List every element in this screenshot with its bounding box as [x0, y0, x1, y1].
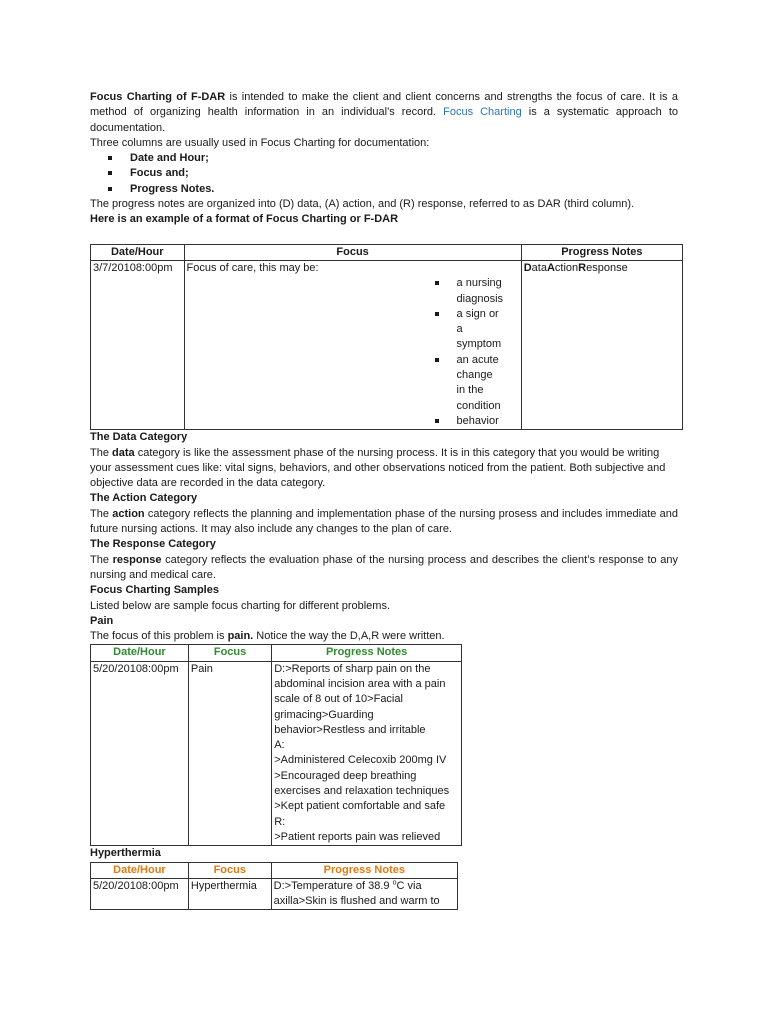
action-category-pre: The	[90, 507, 113, 520]
focus-list	[433, 276, 503, 429]
example-table	[90, 244, 683, 431]
table-row	[91, 878, 458, 910]
table-cell-focus: Hyperthermia	[188, 878, 271, 910]
hyperthermia-title: Hyperthermia	[90, 847, 161, 860]
table-header: Progress Notes	[272, 645, 462, 661]
notes-letter-d: D	[523, 261, 532, 274]
table-header: Date/Hour	[91, 244, 185, 260]
table-header-row	[91, 244, 683, 260]
samples-paragraph: Listed below are sample focus charting for different problems.	[90, 599, 391, 612]
focus-intro: Focus of care, this may be:	[186, 261, 319, 274]
table-cell-date: 5/20/20108:00pm	[91, 661, 189, 846]
response-category-text: category reflects the evaluation phase of the nursing process and describes the client’s response to any nursing and medical care.	[90, 553, 678, 581]
intro-paragraph	[90, 90, 678, 136]
action-category-text: category reflects the planning and implementation phase of the nursing prosess and includes immediate and future nursing actions. It may also include any changes to the plan of care.	[90, 507, 679, 536]
dar-paragraph: The progress notes are organized into (D) data, (A) action, and (R) response, referred to as DAR (third column).	[90, 198, 635, 211]
note-line: >Encouraged deep breathing exercises and relaxation techniques	[274, 769, 450, 798]
table-header: Focus	[184, 244, 521, 260]
response-category-title: The Response Category	[90, 538, 216, 551]
table-header-row	[91, 862, 458, 878]
columns-intro: Three columns are usually used in Focus Charting for documentation:	[90, 136, 430, 149]
notes-text-ction: ction	[554, 261, 579, 274]
table-row	[91, 260, 683, 429]
intro-bold-lead: Focus Charting of F-DAR	[90, 91, 226, 103]
pain-post: Notice the way the D,A,R were written.	[253, 630, 445, 643]
samples-title: Focus Charting Samples	[90, 584, 219, 597]
table-header: Date/Hour	[91, 645, 189, 661]
table-header: Focus	[188, 862, 271, 878]
document-content	[90, 90, 678, 910]
hyper-notes-pre: D:>Temperature of 38.9	[273, 879, 393, 892]
list-item: a sign or a symptom	[433, 307, 503, 353]
pain-keyword: pain.	[227, 630, 254, 643]
response-keyword: response	[112, 553, 162, 566]
table-header: Date/Hour	[91, 862, 189, 878]
intro-text-1: is intended to make the client and client concerns and strengths the focus of care. It is a method of organizing health information in an individual’s record.	[90, 91, 678, 119]
hyperthermia-table	[90, 862, 458, 911]
table-cell-date: 3/7/20108:00pm	[91, 260, 185, 429]
table-cell-focus	[184, 260, 521, 429]
table-header: Progress Notes	[521, 244, 682, 260]
degree-superscript: o	[392, 879, 397, 887]
action-category-title: The Action Category	[90, 492, 198, 505]
action-category-paragraph	[90, 507, 678, 538]
pain-pre: The focus of this problem is	[90, 630, 228, 643]
notes-text-ata: ata	[531, 261, 547, 274]
pain-table	[90, 644, 462, 846]
note-line: >Administered Celecoxib 200mg IV	[274, 754, 447, 767]
table-cell-notes	[272, 661, 462, 846]
notes-letter-r: R	[578, 261, 587, 274]
data-category-text: category is like the assessment phase of the nursing process. It is in this category that you would be writing your assessment cues like: vital signs, behaviors, and other observations noticed from the patient. Both subjective and objective data are recorded in the data category.	[90, 446, 666, 490]
table-cell-notes	[521, 260, 682, 429]
intro-text-2: is a systematic approach to documentation.	[90, 106, 679, 134]
data-category-pre: The	[90, 446, 113, 459]
table-cell-date: 5/20/20108:00pm	[91, 878, 189, 910]
data-category-paragraph	[90, 446, 678, 492]
pain-title: Pain	[90, 614, 114, 627]
table-row	[91, 661, 462, 846]
data-keyword: data	[112, 446, 135, 459]
note-line: R:	[274, 815, 286, 828]
hyper-notes-post: C via axilla>Skin is flushed and warm to	[273, 879, 440, 908]
list-item: Progress Notes.	[108, 182, 678, 197]
table-header: Progress Notes	[271, 862, 457, 878]
note-line: >Kept patient comfortable and safe	[274, 800, 446, 813]
table-header: Focus	[188, 645, 271, 661]
notes-letter-a: A	[546, 261, 555, 274]
table-cell-notes	[271, 878, 457, 910]
action-keyword: action	[112, 507, 145, 520]
list-item: behavior	[433, 414, 503, 429]
example-heading: Here is an example of a format of Focus Charting or F-DAR	[90, 213, 399, 226]
columns-list	[90, 151, 678, 197]
note-line: D:>Reports of sharp pain on the abdominal incision area with a pain scale of 8 out of 10>Facial grimacing>Guarding behavior>Restless and irritable	[274, 662, 446, 736]
list-item: Date and Hour;	[108, 151, 678, 166]
note-line: A:	[274, 739, 285, 752]
note-line: >Patient reports pain was relieved	[274, 830, 441, 843]
table-header-row	[91, 645, 462, 661]
response-category-pre: The	[90, 553, 113, 566]
list-item: an acute change in the condition	[433, 353, 503, 414]
list-item: Focus and;	[108, 166, 678, 181]
pain-paragraph	[90, 629, 678, 644]
response-category-paragraph	[90, 553, 678, 584]
list-item: a nursing diagnosis	[433, 276, 503, 307]
focus-charting-link[interactable]: Focus Charting	[443, 106, 522, 119]
data-category-title: The Data Category	[90, 431, 188, 444]
notes-text-esponse: esponse	[586, 261, 628, 274]
table-cell-focus: Pain	[188, 661, 271, 846]
